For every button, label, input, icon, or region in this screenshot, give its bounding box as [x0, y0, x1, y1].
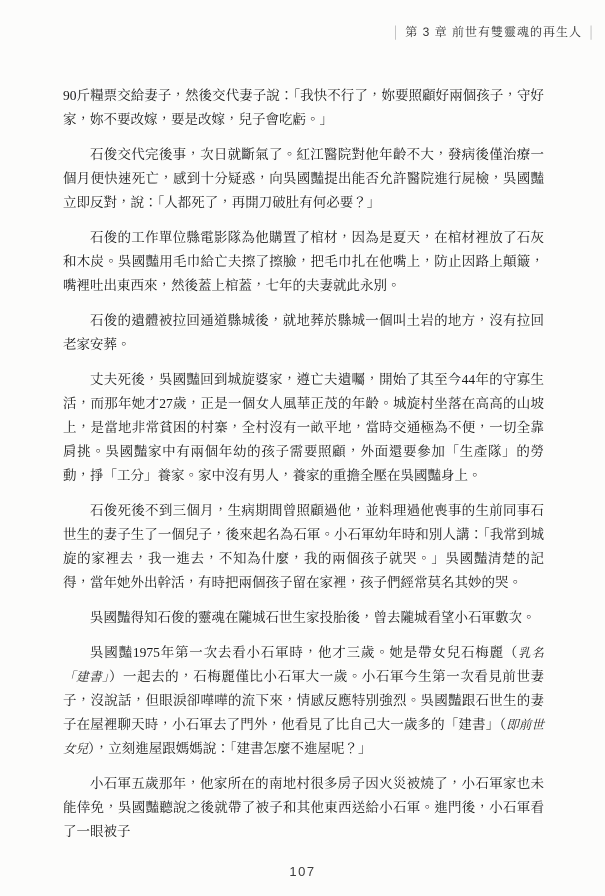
paragraph	[63, 143, 544, 215]
paragraph	[63, 772, 544, 844]
text-run: 吳國豔得知石俊的靈魂在隴城石世生家投胎後，曾去隴城看望小石軍數次。	[90, 610, 536, 625]
body-text	[63, 84, 544, 844]
text-run: ），立刻進屋跟媽媽說：「建書怎麼不進屋呢？」	[88, 741, 372, 756]
page-number: 107	[289, 864, 316, 879]
text-run: 石俊死後不到三個月，生病期間曾照顧過他，並料理過他喪事的生前同事石世生的妻子生了一個兒子，後來起名為石軍。小石軍幼年時和別人講：「我常到城旋的家裡去，我一進去，不知為什麼，我的兩個孩子就哭。」吳國豔清楚的記得，當年她外出幹活，有時把兩個孩子留在家裡，孩子們經常莫名其妙的哭。	[63, 503, 544, 590]
text-run: 石俊交代完後事，次日就斷氣了。紅江醫院對他年齡不大，發病後僅治療一個月便快速死亡，感到十分疑惑，向吳國豔提出能否允許醫院進行屍檢，吳國豔立即反對，說：「人都死了，再開刀破肚有何必要？」	[63, 147, 544, 210]
header-divider-left: |	[393, 23, 399, 40]
paragraph	[63, 226, 544, 298]
text-run: 石俊的遺體被拉回通道縣城後，就地葬於縣城一個叫土岩的地方，沒有拉回老家安葬。	[63, 313, 544, 352]
header-divider-right: |	[588, 23, 594, 40]
running-header	[393, 23, 594, 40]
text-run: 石俊的工作單位縣電影隊為他購置了棺材，因為是夏天，在棺材裡放了石灰和木炭。吳國豔用毛巾給亡夫擦了擦臉，把毛巾扎在他嘴上，防止因路上顛簸，嘴裡吐出東西來，然後蓋上棺蓋，七年的夫妻就此永別。	[63, 230, 544, 293]
kai-text-run: 即前世女兒	[63, 718, 544, 756]
paragraph	[63, 309, 544, 357]
kai-text-run: 乳名「建書」	[63, 646, 544, 684]
paragraph	[63, 84, 544, 132]
text-run: 丈夫死後，吳國豔回到城旋婆家，遵亡夫遺囑，開始了其至今44年的守寡生活，而那年她才27歲，正是一個女人風華正茂的年齡。城旋村坐落在高高的山坡上，是當地非常貧困的村寨，全村沒有一畝平地，當時交通極為不便，一切全靠肩挑。吳國豔家中有兩個年幼的孩子需要照顧，外面還要參加「生產隊」的勞動，掙「工分」養家。家中沒有男人，養家的重擔全壓在吳國豔身上。	[63, 372, 544, 483]
text-run: 吳國豔1975年第一次去看小石軍時，他才三歲。她是帶女兒石梅麗（	[90, 645, 519, 660]
paragraph	[63, 499, 544, 595]
text-run: ）一起去的，石梅麗僅比小石軍大一歲。小石軍今生第一次看見前世妻子，沒說話，但眼淚卻嘩嘩的流下來，情感反應特別強烈。吳國豔跟石世生的妻子在屋裡聊天時，小石軍去了門外，他看見了比自己大一歲多的「建書」（	[63, 669, 544, 732]
chapter-title: 第 3 章 前世有雙靈魂的再生人	[405, 25, 582, 39]
paragraph	[63, 368, 544, 488]
text-run: 小石軍五歲那年，他家所在的南地村很多房子因火災被燒了，小石軍家也未能倖免，吳國豔聽說之後就帶了被子和其他東西送給小石軍。進門後，小石軍看了一眼被子	[63, 776, 544, 839]
paragraph	[63, 641, 544, 761]
text-run: 90斤糧票交給妻子，然後交代妻子說：「我快不行了，妳要照顧好兩個孩子，守好家，妳不要改嫁，要是改嫁，兒子會吃虧。」	[63, 88, 544, 127]
paragraph	[63, 606, 544, 630]
